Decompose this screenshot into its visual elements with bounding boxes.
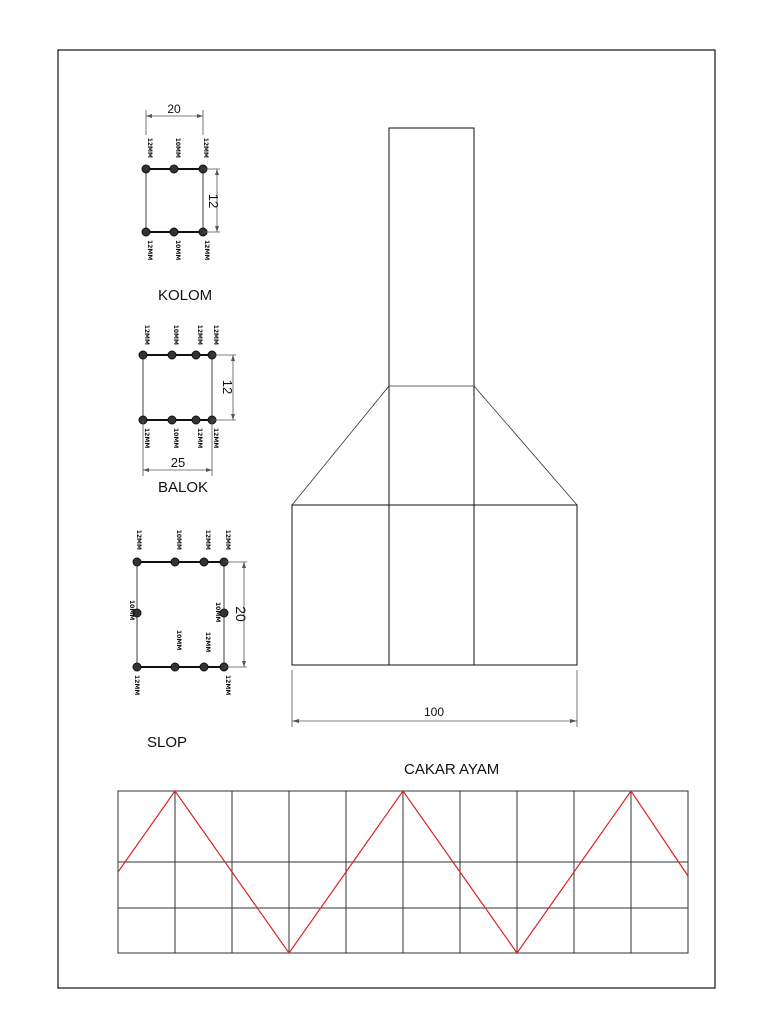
balok-bottom-bar-label-3: 12MM (196, 428, 203, 449)
slop-middle-bar-label-2: 10MM (214, 602, 221, 623)
slop-rebar (171, 663, 179, 671)
kolom-top-bar-label-2: 10MM (174, 137, 181, 158)
slop-bottom-bar-label-4: 12MM (224, 675, 231, 696)
kolom-top-bar-label-3: 12MM (202, 137, 209, 158)
slop-top-bar-label-4: 12MM (224, 529, 231, 550)
balok-top-bar-label-4: 12MM (212, 324, 219, 345)
balok-height-dim: 12 (220, 379, 235, 395)
slop-top-bar-label-3: 12MM (204, 529, 211, 550)
kolom-height-dim: 12 (206, 193, 221, 209)
balok-rebar (168, 416, 176, 424)
slop-height-dim: 20 (233, 606, 249, 622)
balok-top-bar-label-3: 12MM (196, 324, 203, 345)
footing-slope-right (474, 386, 577, 505)
slop-rebar (200, 558, 208, 566)
footing-base (292, 505, 577, 665)
balok-rebar (192, 416, 200, 424)
balok-bottom-bar-label-4: 12MM (212, 428, 219, 449)
balok-bottom-bar-label-1: 12MM (143, 428, 150, 449)
wire-mesh-grid (118, 791, 688, 953)
slop-rebar (133, 663, 141, 671)
footing-title: CAKAR AYAM (404, 761, 500, 778)
kolom-bottom-bar-label-3: 12MM (203, 240, 210, 261)
slop-bottom-inner-label-1: 10MM (175, 630, 182, 651)
balok-width-dim: 25 (170, 455, 186, 470)
footing-width-dim: 100 (423, 705, 445, 719)
kolom-rebar (142, 165, 150, 173)
slop-bottom-bar-label-1: 12MM (133, 675, 140, 696)
balok-top-bar-label-1: 12MM (143, 324, 150, 345)
footing-column (389, 128, 474, 386)
slop-rebar (133, 558, 141, 566)
footing-section (292, 128, 577, 778)
kolom-rebar (170, 228, 178, 236)
slop-top-bar-label-2: 10MM (175, 529, 182, 550)
slop-rebar (200, 663, 208, 671)
balok-rebar (192, 351, 200, 359)
balok-rebar (168, 351, 176, 359)
kolom-rebar (170, 165, 178, 173)
slop-rebar (171, 558, 179, 566)
footing-slope-left (292, 386, 389, 505)
kolom-section (142, 102, 221, 304)
slop-section (128, 530, 249, 751)
balok-title: BALOK (158, 479, 209, 496)
balok-rebar (139, 351, 147, 359)
sheet-border (58, 50, 715, 988)
kolom-top-bar-label-1: 12MM (146, 137, 153, 158)
kolom-bottom-bar-label-1: 12MM (146, 240, 153, 261)
kolom-rebar (142, 228, 150, 236)
slop-middle-bar-label-1: 10MM (128, 600, 135, 621)
balok-bottom-bar-label-2: 10MM (172, 428, 179, 449)
slop-bottom-inner-label-2: 12MM (204, 632, 211, 653)
kolom-width-dim: 20 (167, 102, 181, 116)
kolom-title: KOLOM (158, 287, 213, 304)
slop-title: SLOP (147, 734, 188, 751)
slop-top-bar-label-1: 12MM (135, 529, 142, 550)
balok-top-bar-label-2: 10MM (172, 324, 179, 345)
kolom-bottom-bar-label-2: 10MM (174, 240, 181, 261)
balok-section (139, 325, 236, 496)
